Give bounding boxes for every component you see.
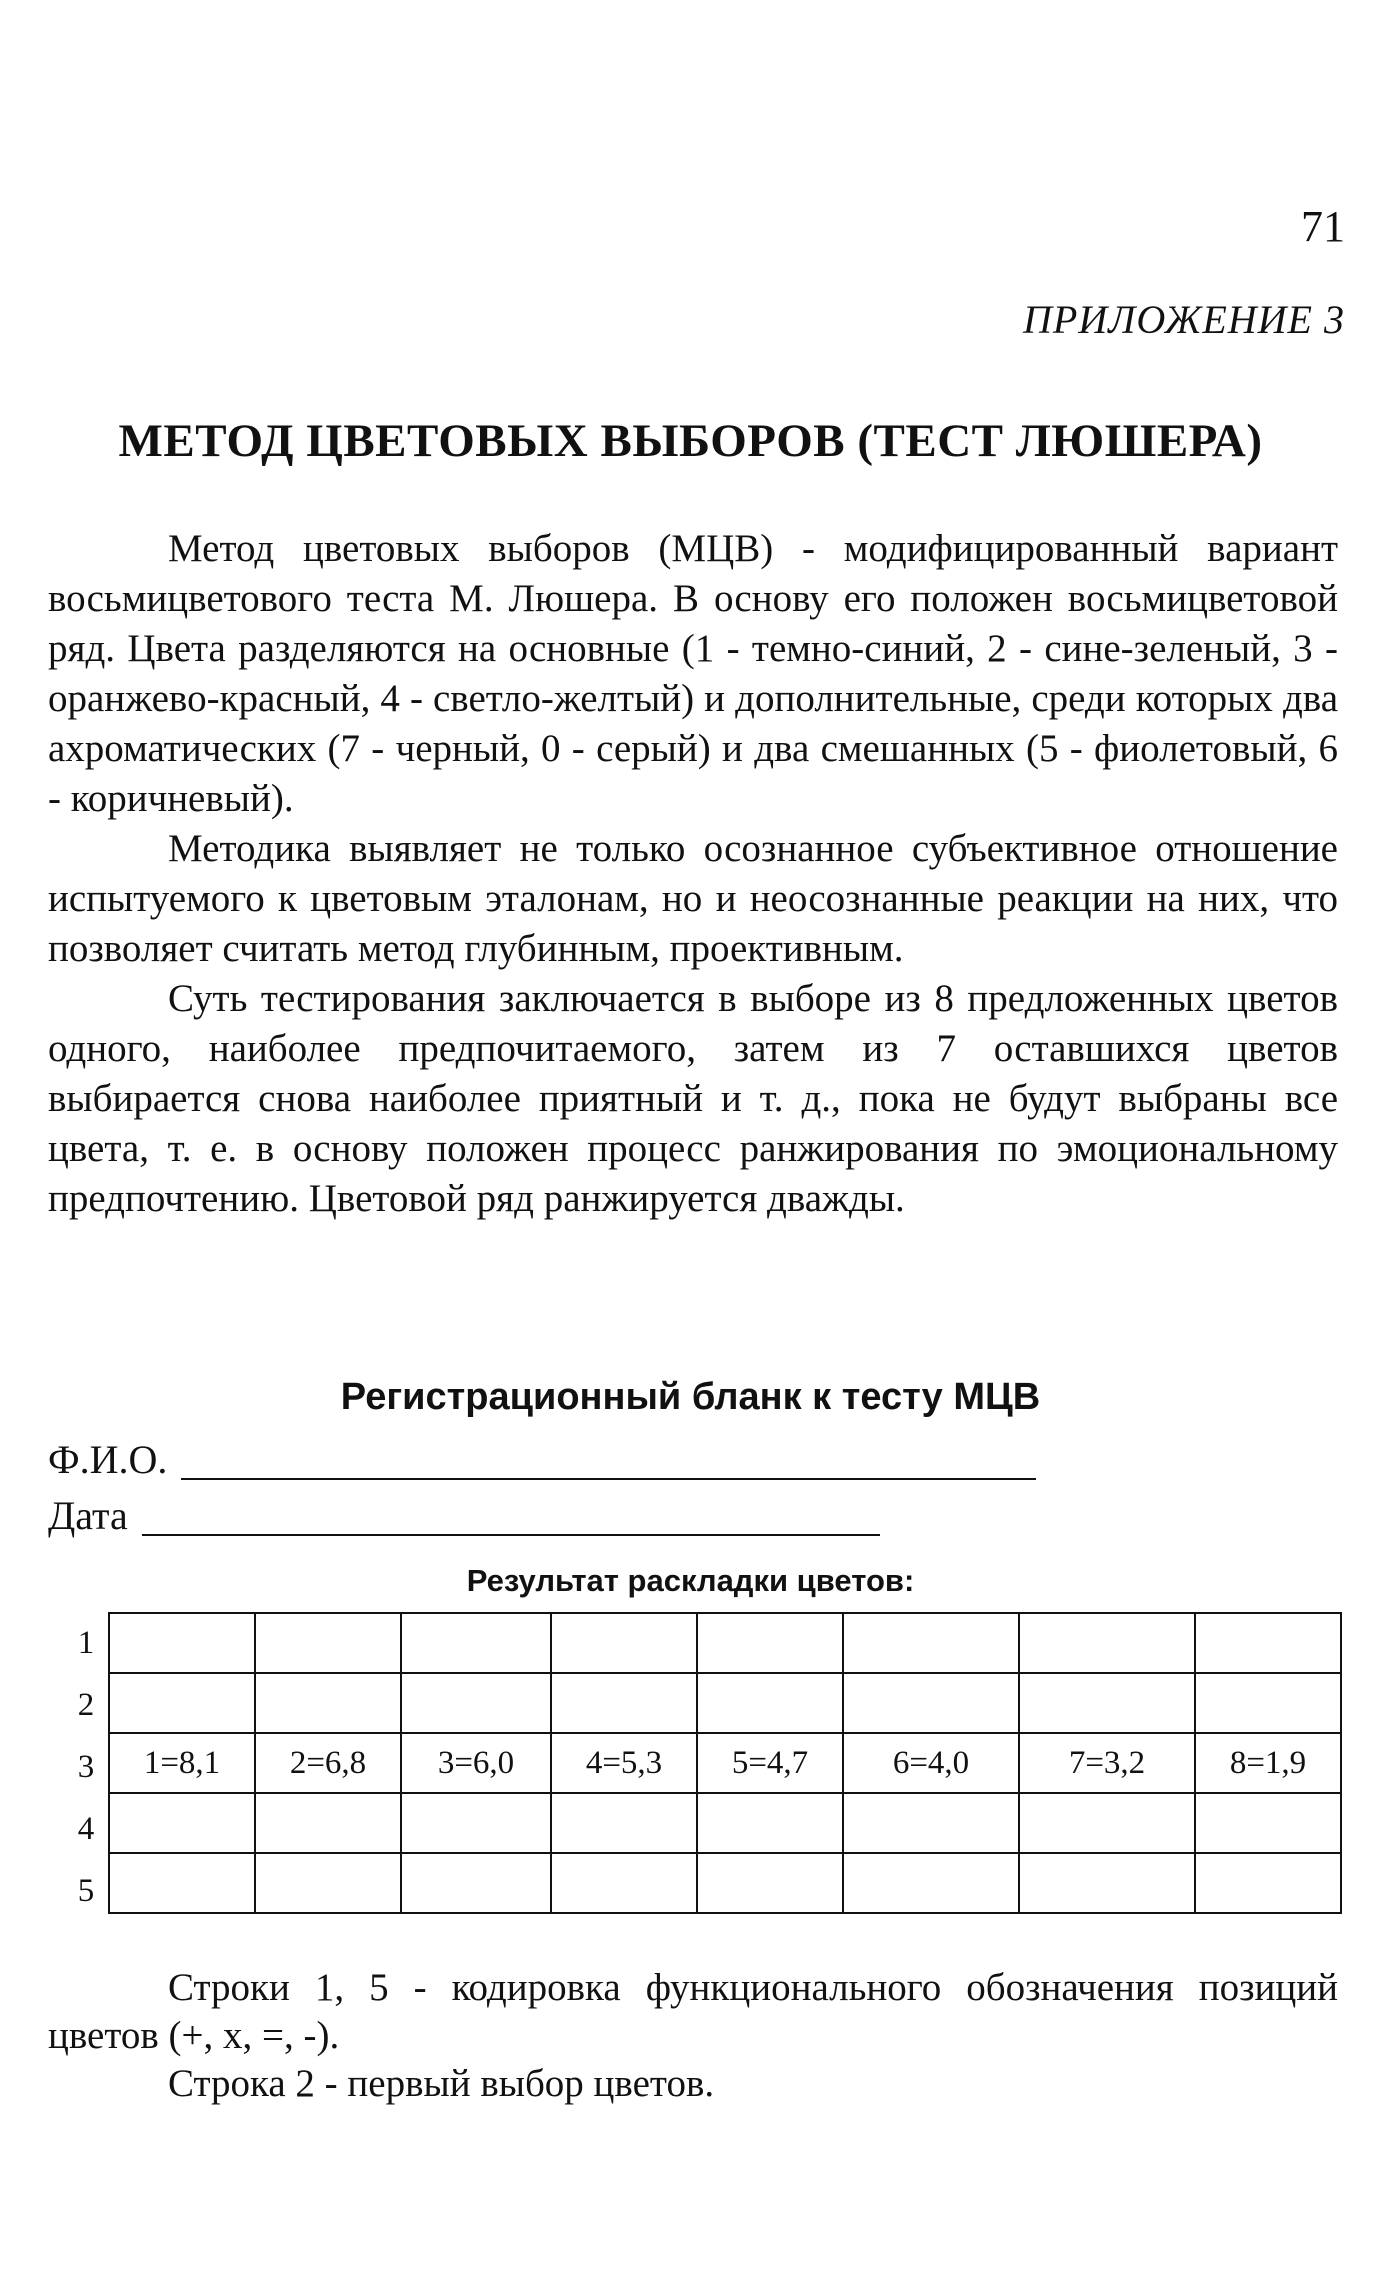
table-cell: 1=8,1 [109, 1733, 255, 1793]
table-row [109, 1613, 1341, 1673]
table-cell [401, 1853, 551, 1913]
notes [48, 1964, 1338, 2108]
table-cell [843, 1613, 1019, 1673]
table-cell [109, 1853, 255, 1913]
row-label: 5 [77, 1873, 95, 1909]
table-row [109, 1853, 1341, 1913]
table-cell [697, 1673, 843, 1733]
table-cell [255, 1673, 401, 1733]
table-cell [843, 1793, 1019, 1853]
fio-field [48, 1437, 1036, 1482]
table-cell [109, 1673, 255, 1733]
table-cell [1195, 1853, 1341, 1913]
table-cell: 7=3,2 [1019, 1733, 1195, 1793]
table-cell [551, 1793, 697, 1853]
table-cell: 4=5,3 [551, 1733, 697, 1793]
table-cell: 3=6,0 [401, 1733, 551, 1793]
body-text [48, 524, 1338, 1224]
fio-label: Ф.И.О. [48, 1437, 168, 1482]
table-cell [1195, 1793, 1341, 1853]
row-label: 4 [77, 1811, 95, 1847]
table-cell [255, 1853, 401, 1913]
date-field [48, 1493, 880, 1538]
note-row-2: Строка 2 - первый выбор цветов. [168, 2062, 715, 2105]
table-cell [551, 1613, 697, 1673]
table-row [109, 1733, 1341, 1793]
table-cell [697, 1793, 843, 1853]
table-row [109, 1793, 1341, 1853]
table-cell [109, 1613, 255, 1673]
row-labels [66, 1612, 106, 1922]
table-cell [1019, 1853, 1195, 1913]
date-fill-line [142, 1504, 880, 1536]
paragraph-method-reveals: Методика выявляет не только осознанное субъективное отношение испытуемого к цветовым эталонам, но и неосознанные реакции на них, что позволяет считать метод глубинным, проективным. [48, 827, 1338, 970]
table-cell [1195, 1673, 1341, 1733]
table-cell: 6=4,0 [843, 1733, 1019, 1793]
row-label: 1 [77, 1625, 95, 1661]
table-cell [401, 1613, 551, 1673]
table-cell [697, 1853, 843, 1913]
page-number: 71 [1301, 202, 1345, 251]
table-cell [109, 1793, 255, 1853]
table-cell [1195, 1613, 1341, 1673]
page-title: МЕТОД ЦВЕТОВЫХ ВЫБОРОВ (ТЕСТ ЛЮШЕРА) [118, 415, 1263, 467]
row-label: 2 [77, 1687, 95, 1723]
table-cell [1019, 1613, 1195, 1673]
table-cell: 2=6,8 [255, 1733, 401, 1793]
table-cell [551, 1853, 697, 1913]
table-cell [255, 1793, 401, 1853]
date-label: Дата [48, 1493, 128, 1538]
table-row [109, 1673, 1341, 1733]
note-rows-1-5: Строки 1, 5 - кодировка функционального обозначения позиций цветов (+, x, =, -). [48, 1966, 1338, 2057]
paragraph-method-description: Метод цветовых выборов (МЦВ) - модифицированный вариант восьмицветового теста М. Люшера. В основу его положен восьмицветовой ряд. Цвета разделяются на основные (1 - темно-синий, 2 - сине-зеленый, 3 - оранжево-красный, 4 - светло-желтый) и дополнительные, среди которых два ахроматических (7 - черный, 0 - серый) и два смешанных (5 - фиолетовый, 6 - коричневый). [48, 527, 1338, 820]
form-title: Регистрационный бланк к тесту МЦВ [340, 1376, 1041, 1418]
row-label: 3 [77, 1749, 95, 1785]
table-cell [843, 1673, 1019, 1733]
table-cell [697, 1613, 843, 1673]
table-cell [1019, 1793, 1195, 1853]
table-cell [255, 1613, 401, 1673]
table-title: Результат раскладки цветов: [466, 1563, 915, 1598]
table-cell [401, 1793, 551, 1853]
appendix-label: ПРИЛОЖЕНИЕ 3 [1023, 297, 1345, 342]
table-cell [843, 1853, 1019, 1913]
paragraph-testing-essence: Суть тестирования заключается в выборе из 8 предложенных цветов одного, наиболее предпочитаемого, затем из 7 оставшихся цветов выбирается снова наиболее приятный и т. д., пока не будут выбраны все цвета, т. е. в основу положен процесс ранжирования по эмоциональному предпочтению. Цветовой ряд ранжируется дважды. [48, 977, 1338, 1220]
table-cell: 5=4,7 [697, 1733, 843, 1793]
table-cell [551, 1673, 697, 1733]
table-cell: 8=1,9 [1195, 1733, 1341, 1793]
table-cell [401, 1673, 551, 1733]
table-cell [1019, 1673, 1195, 1733]
color-layout-table [108, 1612, 1342, 1914]
fio-fill-line [181, 1448, 1036, 1480]
